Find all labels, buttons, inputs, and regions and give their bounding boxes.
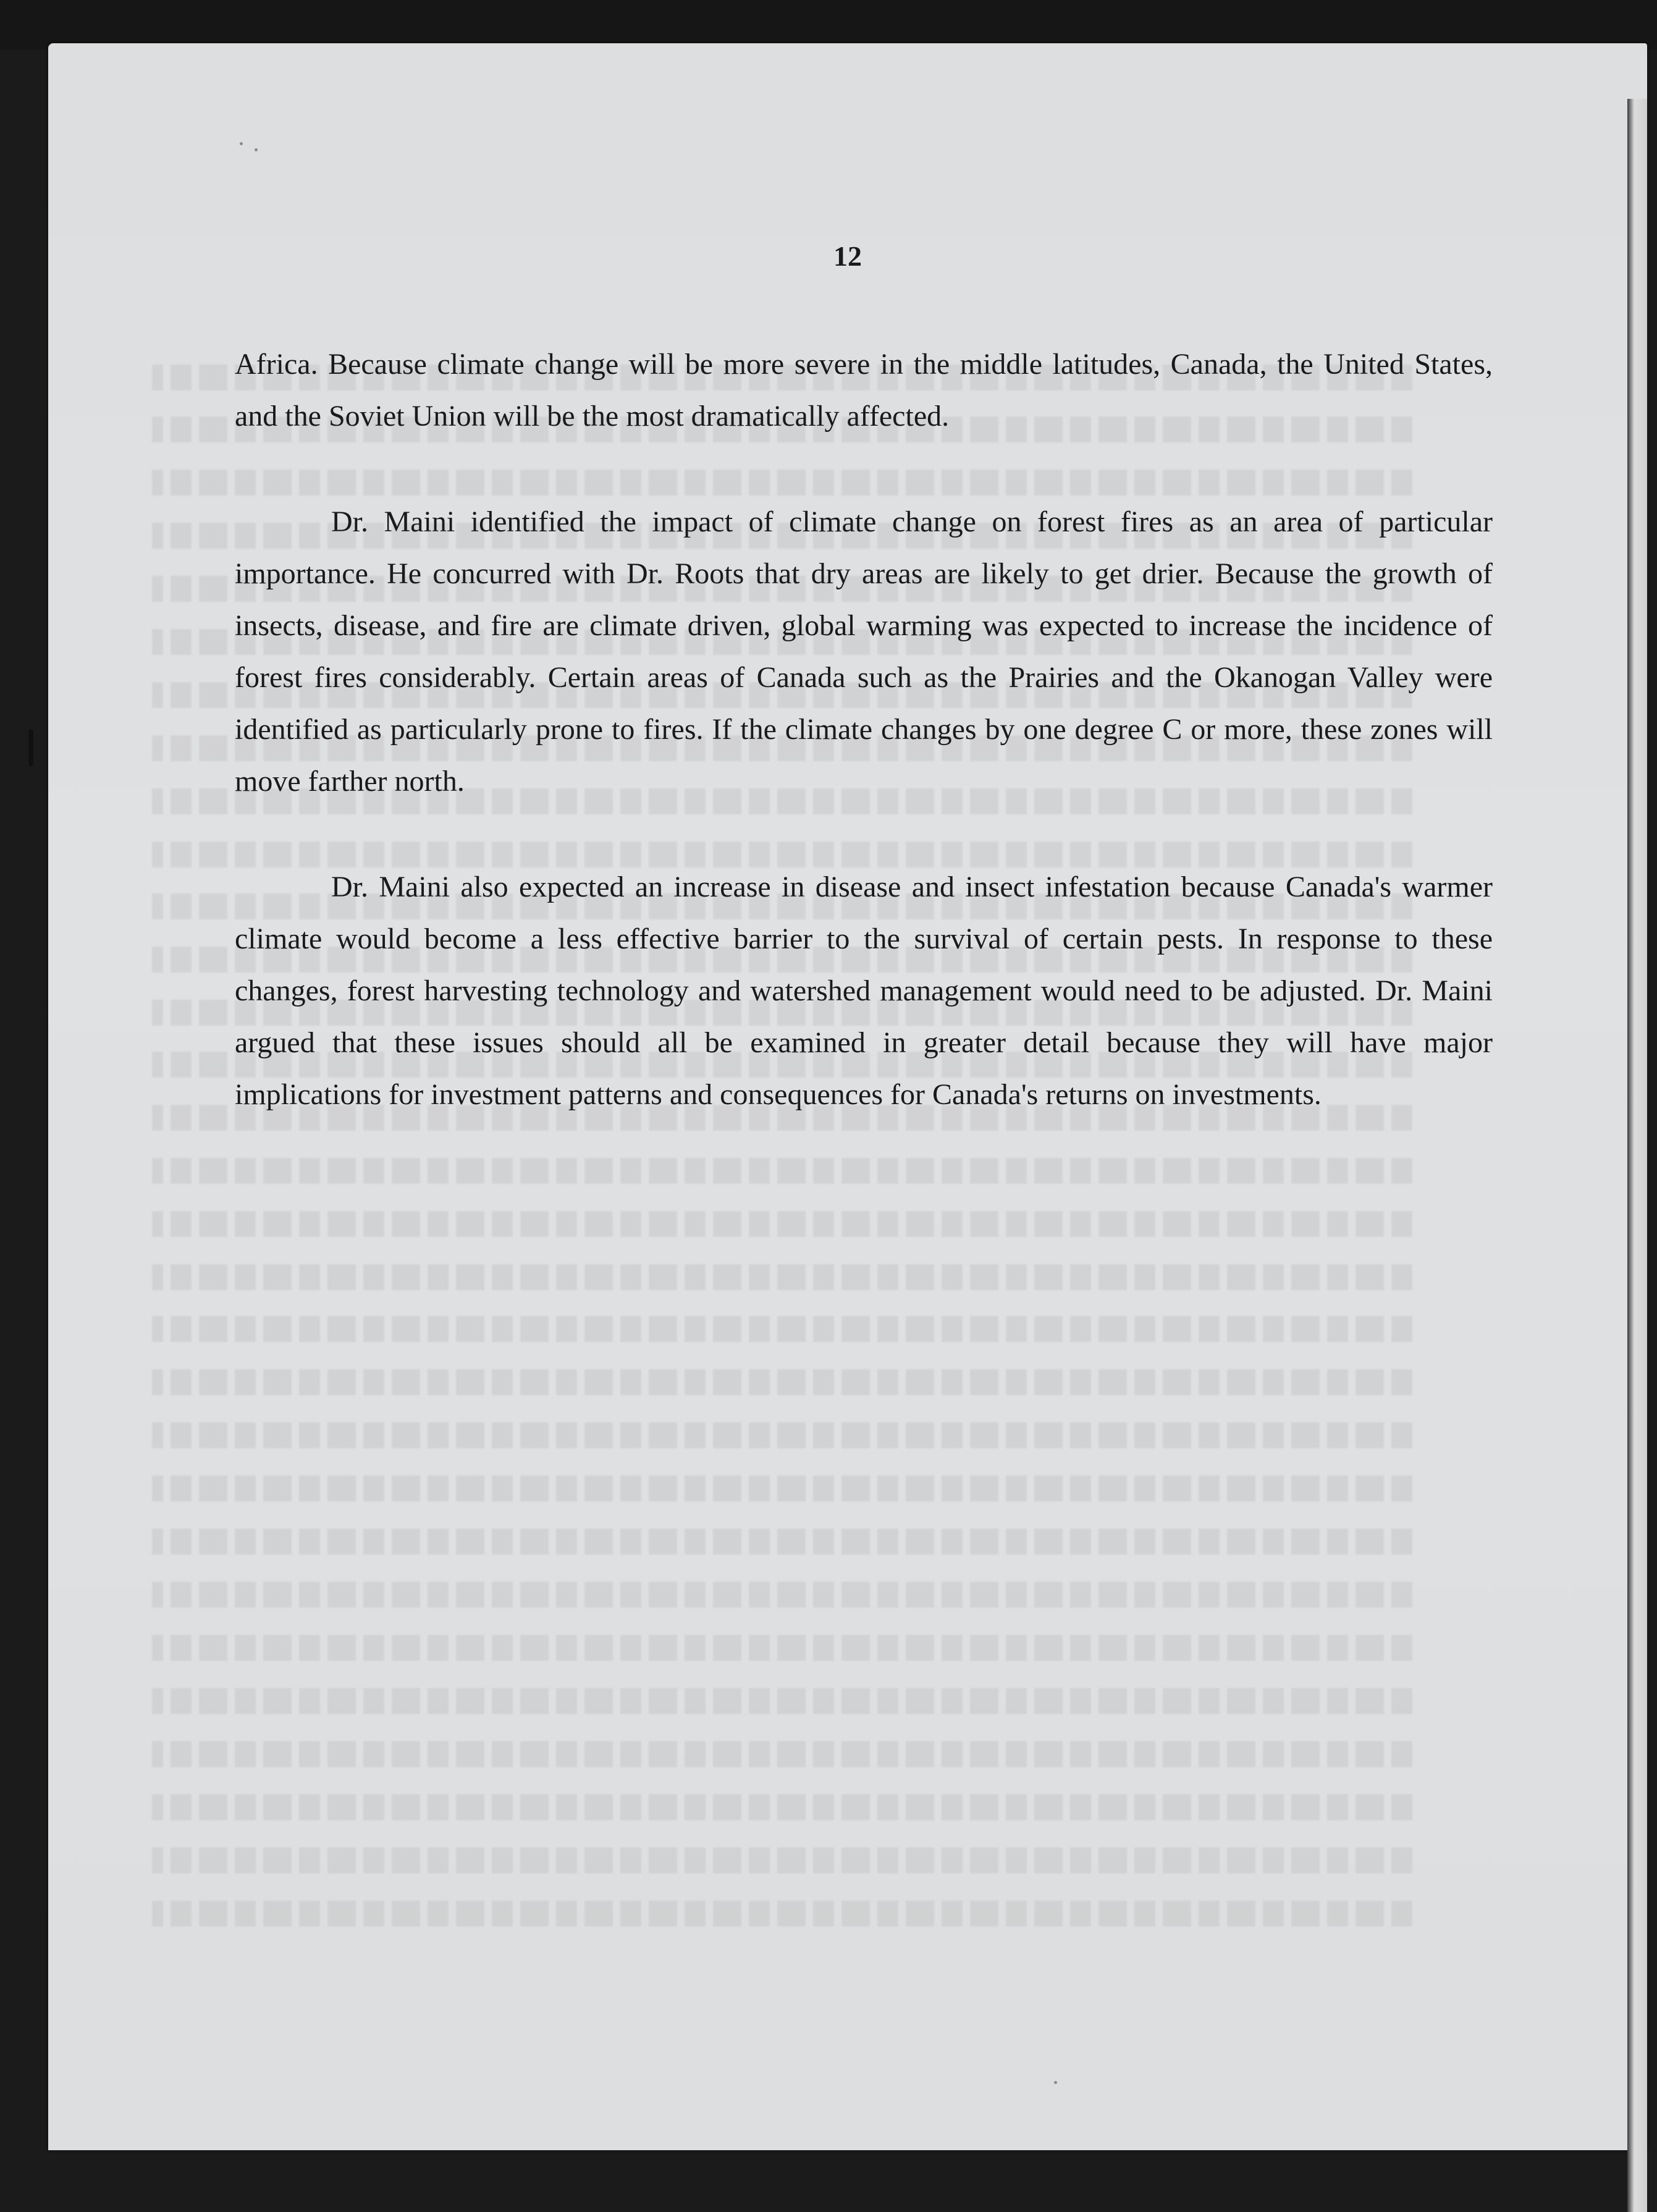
paragraph-continuation: Africa. Because climate change will be more severe in the middle latitudes, Canada, the United States, and the Soviet Union will be the most dramatically affected.: [235, 348, 1493, 433]
paragraph-forest-fires: Dr. Maini identified the impact of climate change on forest fires as an area of particular importance. He concurred with Dr. Roots that dry areas are likely to get drier. Because the growth of insects, disease, and fire are climate driven, global warming was expected to increase the incidence of forest fires considerably. Certain areas of Canada such as the Prairies and the Okanogan Valley were identified as particularly prone to fires. If the climate changes by one degree C or more, these zones will move farther north.: [235, 505, 1493, 798]
scan-speck: [255, 148, 258, 151]
page-number: 12: [833, 240, 862, 272]
page-edge-shadow: [1627, 99, 1647, 2212]
binding-mark: [28, 729, 33, 766]
body-text: [235, 339, 1493, 1175]
scan-speck: [1054, 2081, 1057, 2084]
scan-background-top: [0, 0, 1657, 49]
paragraph-disease-insects: Dr. Maini also expected an increase in disease and insect infestation because Canada's warmer climate would become a less effective barrier to the survival of certain pests. In response to these changes, forest harvesting technology and watershed management would need to be adjusted. Dr. Maini argued that these issues should all be examined in greater detail because they will have major implications for investment patterns and consequences for Canada's returns on investments.: [235, 871, 1493, 1111]
document-page: [48, 43, 1647, 2150]
scan-speck: [240, 142, 243, 145]
